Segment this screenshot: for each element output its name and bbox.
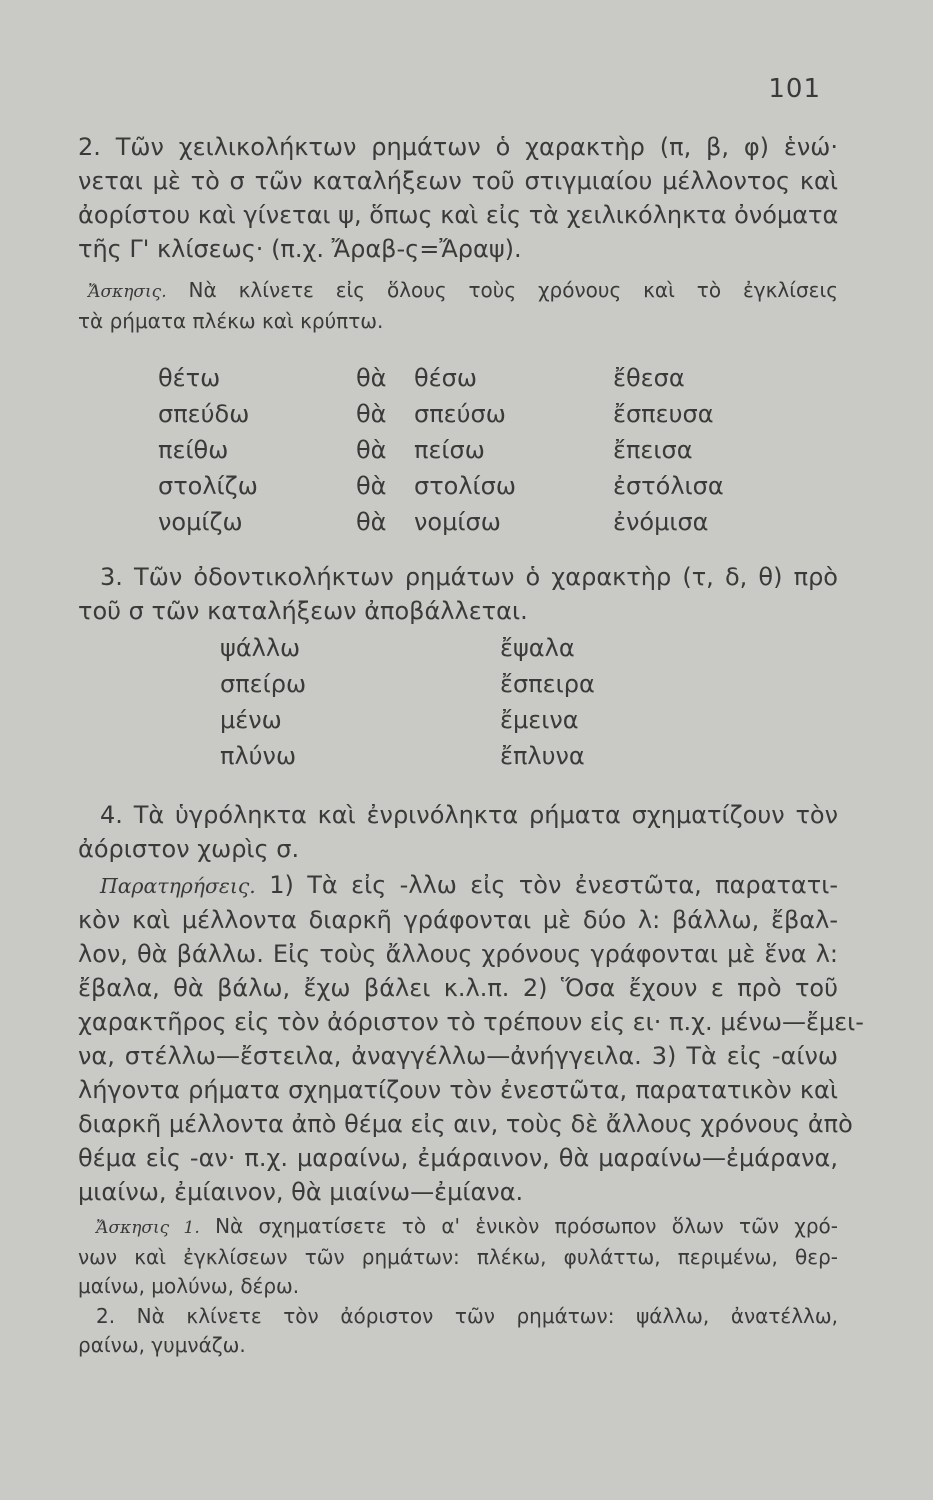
- present-form: νομίζω: [158, 508, 243, 536]
- aorist-form: ἔσπειρα: [500, 670, 595, 698]
- section-2-line: τῆς Γ' κλίσεως· (π.χ. Ἄραβ-ς=Ἄραψ).: [78, 235, 522, 263]
- verb-table-2: [220, 634, 660, 778]
- exercise-1-line: Νὰ σχηματίσετε τὸ α' ἑνικὸν πρόσωπον ὅλων τῶν χρό-: [215, 1214, 839, 1238]
- present-form: θέτω: [158, 364, 221, 392]
- observations-line: 1) Τὰ εἰς -λλω εἰς τὸν ἐνεστῶτα, παρατατι-: [269, 871, 838, 899]
- present-form: πλύνω: [220, 742, 297, 770]
- table-row: [158, 364, 758, 400]
- section-4-line: ἀόριστον χωρὶς σ.: [78, 835, 300, 863]
- section-2-line: νεται μὲ τὸ σ τῶν καταλήξεων τοῦ στιγμιαίου μέλλοντος καὶ: [78, 167, 838, 195]
- aorist-form: ἔπεισα: [613, 436, 693, 464]
- future-form: σπεύσω: [414, 400, 506, 428]
- future-particle: θὰ: [356, 364, 387, 392]
- aorist-form: ἐνόμισα: [613, 508, 709, 536]
- observations-line: μιαίνω, ἐμίαινον, θὰ μιαίνω—ἐμίανα.: [78, 1178, 524, 1206]
- section-3-line: τοῦ σ τῶν καταλήξεων ἀποβάλλεται.: [78, 597, 528, 625]
- present-form: πείθω: [158, 436, 229, 464]
- future-particle: θὰ: [356, 436, 387, 464]
- future-form: πείσω: [414, 436, 485, 464]
- aorist-form: ἔθεσα: [613, 364, 685, 392]
- table-row: [158, 508, 758, 544]
- exercise-1-line: μαίνω, μολύνω, δέρω.: [78, 1274, 300, 1298]
- observations-line: λήγοντα ρήματα σχηματίζουν τὸν ἐνεστῶτα, παρατατικὸν καὶ: [78, 1076, 838, 1104]
- observations-paragraph: [78, 868, 864, 1209]
- exercise-1-paragraph: [78, 1212, 838, 1301]
- observations-line: να, στέλλω—ἔστειλα, ἀναγγέλλω—ἀνήγγειλα. 3) Τὰ εἰς -αίνω: [78, 1042, 838, 1070]
- present-form: σπεύδω: [158, 400, 250, 428]
- future-particle: θὰ: [356, 472, 387, 500]
- aorist-form: ἔσπευσα: [613, 400, 714, 428]
- exercise-1-line: νων καὶ ἐγκλίσεων τῶν ρημάτων: πλέκω, φυλάττω, περιμένω, θερ-: [78, 1245, 838, 1269]
- observations-line: ἔβαλα, θὰ βάλω, ἔχω βάλει κ.λ.π. 2) Ὅσα ἔχουν ε πρὸ τοῦ: [78, 974, 838, 1002]
- section-2-line: 2. Τῶν χειλικολήκτων ρημάτων ὁ χαρακτὴρ (π, β, φ) ἑνώ·: [78, 133, 838, 161]
- observations-line: κὸν καὶ μέλλοντα διαρκῆ γράφονται μὲ δύο λ: βάλλω, ἔβαλ-: [78, 906, 838, 934]
- exercise-1-label: Ἄσκησις 1.: [96, 1218, 200, 1238]
- verb-table-1: [158, 364, 758, 544]
- section-4-line: 4. Τὰ ὑγρόληκτα καὶ ἐνρινόληκτα ρήματα σχηματίζουν τὸν: [100, 801, 838, 829]
- aorist-form: ἔπλυνα: [500, 742, 585, 770]
- section-4-paragraph: [78, 798, 838, 866]
- section-3-line: 3. Τῶν ὀδοντικολήκτων ρημάτων ὁ χαρακτὴρ (τ, δ, θ) πρὸ: [100, 563, 838, 591]
- page-number: 101: [768, 74, 821, 104]
- observations-line: χαρακτῆρος εἰς τὸν ἀόριστον τὸ τρέπουν εἰς ει· π.χ. μένω—ἔμει-: [78, 1008, 864, 1036]
- observations-line: θέμα εἰς -αν· π.χ. μαραίνω, ἐμάραινον, θὰ μαραίνω—ἐμάρανα,: [78, 1144, 838, 1172]
- aorist-form: ἐστόλισα: [613, 472, 724, 500]
- table-row: [220, 742, 660, 778]
- section-2-line: ἀορίστου καὶ γίνεται ψ, ὅπως καὶ εἰς τὰ χειλικόληκτα ὀνόματα: [78, 201, 839, 229]
- exercise-a-paragraph: [78, 276, 838, 336]
- table-row: [158, 400, 758, 436]
- future-form: θέσω: [414, 364, 477, 392]
- table-row: [220, 706, 660, 742]
- aorist-form: ἔμεινα: [500, 706, 579, 734]
- section-3-paragraph: [78, 560, 838, 628]
- future-particle: θὰ: [356, 400, 387, 428]
- section-2-paragraph: [78, 130, 838, 266]
- present-form: στολίζω: [158, 472, 258, 500]
- observations-line: λον, θὰ βάλλω. Εἰς τοὺς ἄλλους χρόνους γράφονται μὲ ἕνα λ:: [78, 940, 838, 968]
- present-form: ψάλλω: [220, 634, 301, 662]
- future-particle: θὰ: [356, 508, 387, 536]
- exercise-instruction: Νὰ κλίνετε εἰς ὅλους τοὺς χρόνους καὶ τὸ ἐγκλίσεις: [188, 278, 839, 302]
- table-row: [158, 436, 758, 472]
- exercise-line: τὰ ρήματα πλέκω καὶ κρύπτω.: [78, 309, 384, 333]
- observations-label: Παρατηρήσεις.: [100, 874, 256, 898]
- exercise-2-paragraph: [78, 1302, 838, 1360]
- table-row: [158, 472, 758, 508]
- present-form: μένω: [220, 706, 282, 734]
- exercise-2-line: 2. Νὰ κλίνετε τὸν ἀόριστον τῶν ρημάτων: ψάλλω, ἀνατέλλω,: [96, 1304, 838, 1328]
- exercise-2-line: ραίνω, γυμνάζω.: [78, 1333, 246, 1357]
- aorist-form: ἔψαλα: [500, 634, 575, 662]
- table-row: [220, 634, 660, 670]
- exercise-label: Ἄσκησις.: [88, 282, 167, 302]
- present-form: σπείρω: [220, 670, 307, 698]
- future-form: στολίσω: [414, 472, 516, 500]
- table-row: [220, 670, 660, 706]
- observations-line: διαρκῆ μέλλοντα ἀπὸ θέμα εἰς αιν, τοὺς δὲ ἄλλους χρόνους ἀπὸ: [78, 1110, 853, 1138]
- future-form: νομίσω: [414, 508, 501, 536]
